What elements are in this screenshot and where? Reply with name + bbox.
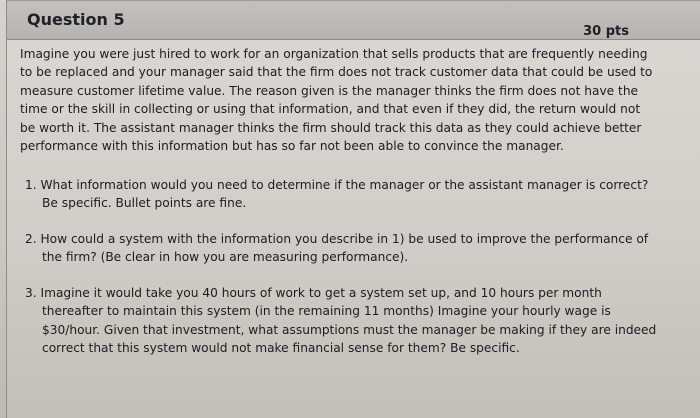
- item-line: thereafter to maintain this system (in the remaining 11 months) Imagine your hourly wage is: [42, 304, 611, 319]
- question-header: [7, 0, 700, 40]
- item-line: Be specific. Bullet points are fine.: [42, 196, 247, 211]
- question-prompt-paragraph: [20, 45, 660, 155]
- question-points: 30 pts: [583, 24, 629, 39]
- item-line: 2. How could a system with the information you describe in 1) be used to improve the performance of: [25, 232, 649, 246]
- item-line: the firm? (Be clear in how you are measuring performance).: [42, 250, 409, 265]
- item-line: correct that this system would not make financial sense for them? Be specific.: [42, 341, 520, 356]
- question-item-1: [25, 176, 648, 213]
- prompt-line: performance with this information but has so far not been able to convince the manager.: [20, 139, 564, 154]
- prompt-line: Imagine you were just hired to work for an organization that sells products that are frequently needing: [20, 47, 648, 61]
- prompt-line: to be replaced and your manager said that the firm does not track customer data that could be used to: [20, 65, 653, 80]
- item-line: $30/hour. Given that investment, what assumptions must the manager be making if they are indeed: [42, 322, 657, 337]
- question-card: [6, 0, 700, 418]
- question-item-2: [25, 230, 648, 267]
- prompt-line: be worth it. The assistant manager thinks the firm should track this data as they could achieve better: [20, 120, 642, 135]
- item-line: 3. Imagine it would take you 40 hours of work to get a system set up, and 10 hours per month: [25, 286, 602, 300]
- prompt-line: time or the skill in collecting or using that information, and that even if they did, the return would not: [20, 102, 641, 117]
- prompt-line: measure customer lifetime value. The reason given is the manager thinks the firm does not have the: [20, 83, 639, 98]
- item-line: 1. What information would you need to determine if the manager or the assistant manager is correct?: [25, 178, 649, 192]
- question-item-3: [25, 284, 656, 358]
- question-title: Question 5: [27, 10, 125, 29]
